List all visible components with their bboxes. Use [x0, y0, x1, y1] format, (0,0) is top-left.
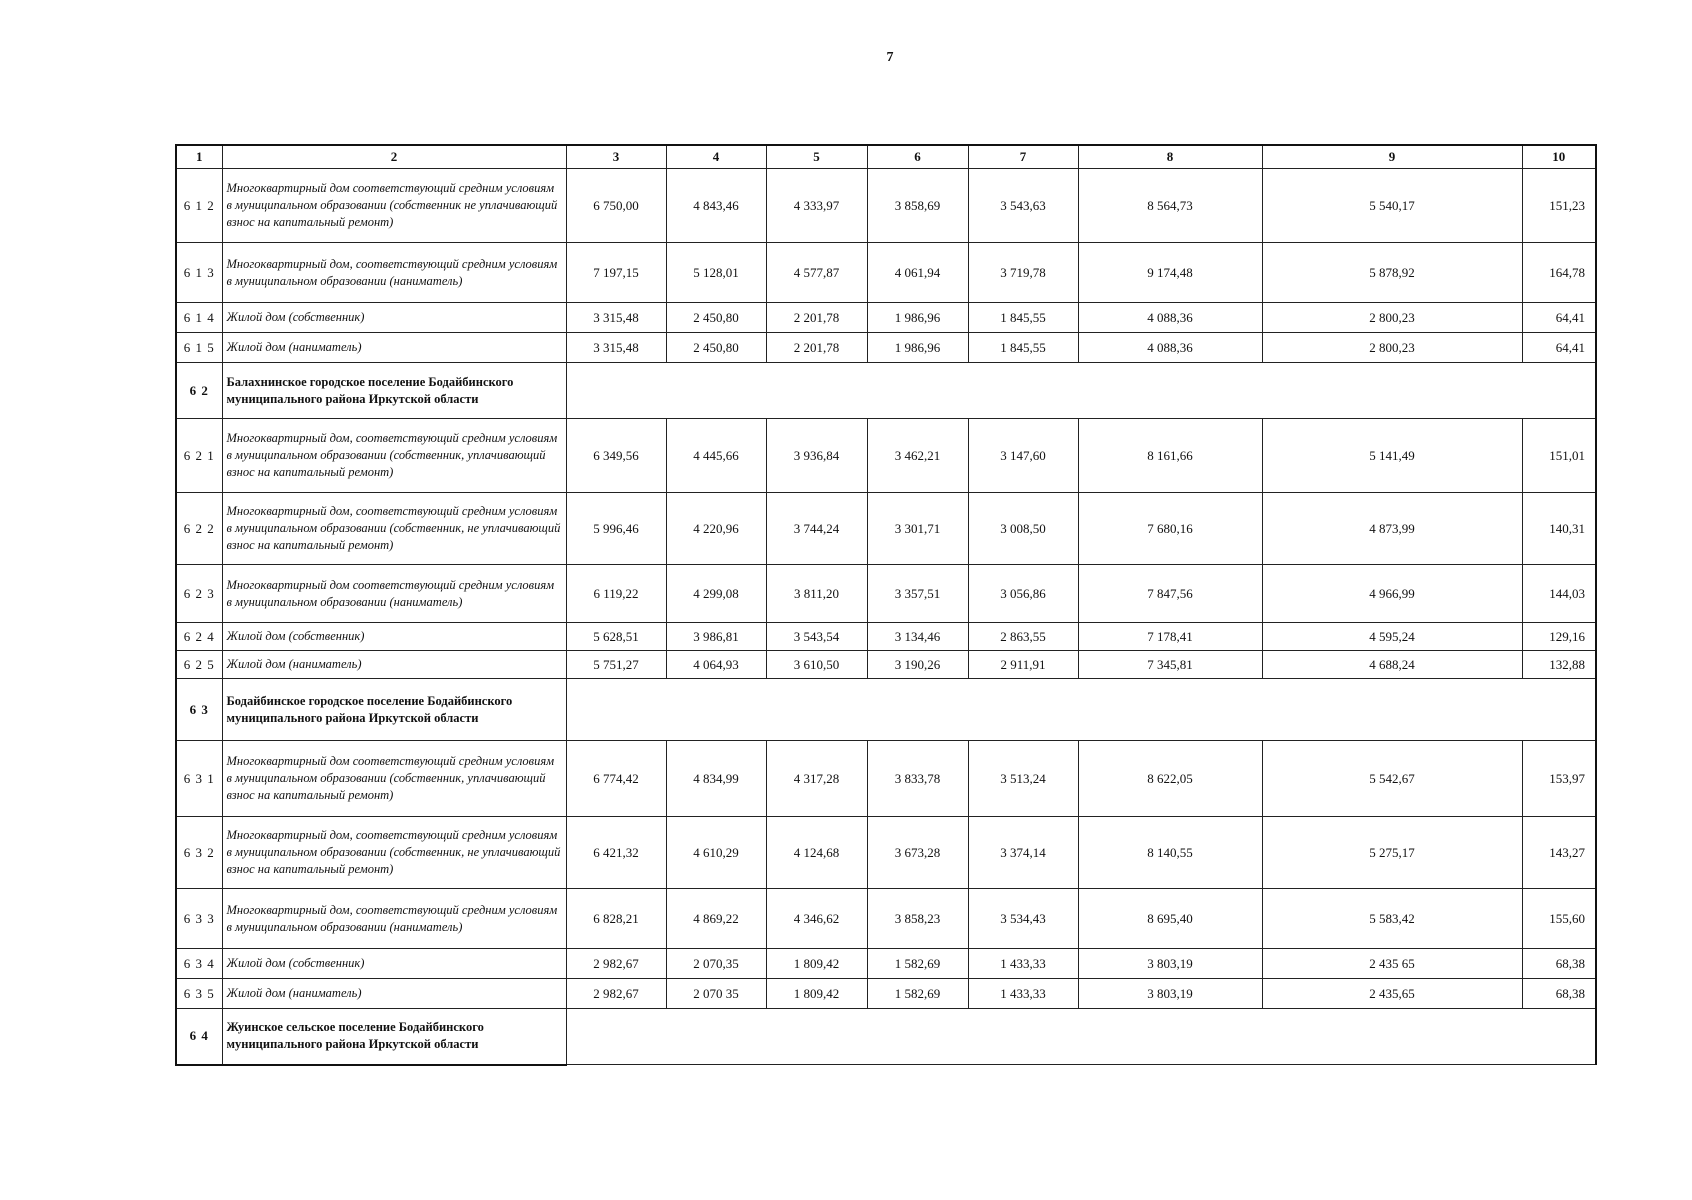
table-row [176, 243, 1596, 303]
row-code: 6 2 [176, 363, 222, 419]
column-header: 3 [566, 145, 666, 169]
value-cell: 4 124,68 [766, 817, 867, 889]
row-description: Жилой дом (наниматель) [222, 979, 566, 1009]
value-cell: 4 317,28 [766, 741, 867, 817]
value-cell: 6 119,22 [566, 565, 666, 623]
value-cell: 4 061,94 [867, 243, 968, 303]
value-cell: 144,03 [1522, 565, 1596, 623]
table-body [176, 169, 1596, 1065]
value-cell: 2 982,67 [566, 949, 666, 979]
value-cell: 3 811,20 [766, 565, 867, 623]
value-cell: 6 421,32 [566, 817, 666, 889]
value-cell: 155,60 [1522, 889, 1596, 949]
value-cell: 4 610,29 [666, 817, 766, 889]
value-cell: 2 435,65 [1262, 979, 1522, 1009]
value-cell: 151,23 [1522, 169, 1596, 243]
value-cell: 1 986,96 [867, 333, 968, 363]
value-cell: 7 345,81 [1078, 651, 1262, 679]
value-cell: 64,41 [1522, 333, 1596, 363]
value-cell: 2 070,35 [666, 949, 766, 979]
value-cell: 4 688,24 [1262, 651, 1522, 679]
row-code: 6 3 1 [176, 741, 222, 817]
value-cell: 1 809,42 [766, 949, 867, 979]
row-description: Многоквартирный дом, соответствующий средним условиям в муниципальном образовании (собственник, не уплачивающий взнос на капитальный ремонт) [222, 493, 566, 565]
table-row [176, 303, 1596, 333]
table-row [176, 333, 1596, 363]
value-cell: 3 858,23 [867, 889, 968, 949]
row-code: 6 3 5 [176, 979, 222, 1009]
section-title: Жуинское сельское поселение Бодайбинского муниципального района Иркутской области [222, 1009, 566, 1065]
value-cell: 68,38 [1522, 949, 1596, 979]
value-cell: 3 056,86 [968, 565, 1078, 623]
value-cell: 129,16 [1522, 623, 1596, 651]
value-cell: 6 828,21 [566, 889, 666, 949]
value-cell: 8 695,40 [1078, 889, 1262, 949]
value-cell: 4 966,99 [1262, 565, 1522, 623]
value-cell: 6 750,00 [566, 169, 666, 243]
value-cell: 3 008,50 [968, 493, 1078, 565]
value-cell: 3 374,14 [968, 817, 1078, 889]
value-cell: 5 628,51 [566, 623, 666, 651]
table-row [176, 817, 1596, 889]
value-cell: 3 301,71 [867, 493, 968, 565]
value-cell: 3 803,19 [1078, 949, 1262, 979]
value-cell: 1 433,33 [968, 979, 1078, 1009]
row-code: 6 3 2 [176, 817, 222, 889]
row-description: Многоквартирный дом соответствующий средним условиям в муниципальном образовании (наниматель) [222, 565, 566, 623]
value-cell: 4 843,46 [666, 169, 766, 243]
row-description: Многоквартирный дом, соответствующий средним условиям в муниципальном образовании (собственник, не уплачивающий взнос на капитальный ремонт) [222, 817, 566, 889]
value-cell: 3 833,78 [867, 741, 968, 817]
value-cell: 5 996,46 [566, 493, 666, 565]
value-cell: 3 858,69 [867, 169, 968, 243]
value-cell: 5 583,42 [1262, 889, 1522, 949]
value-cell: 4 088,36 [1078, 303, 1262, 333]
value-cell: 2 982,67 [566, 979, 666, 1009]
value-cell: 4 064,93 [666, 651, 766, 679]
value-cell: 8 161,66 [1078, 419, 1262, 493]
column-header: 8 [1078, 145, 1262, 169]
value-cell: 4 834,99 [666, 741, 766, 817]
value-cell: 3 462,21 [867, 419, 968, 493]
section-row [176, 363, 1596, 419]
row-code: 6 1 2 [176, 169, 222, 243]
value-cell: 1 986,96 [867, 303, 968, 333]
table-row [176, 419, 1596, 493]
value-cell: 2 450,80 [666, 333, 766, 363]
value-cell: 64,41 [1522, 303, 1596, 333]
value-cell: 3 147,60 [968, 419, 1078, 493]
value-cell: 3 513,24 [968, 741, 1078, 817]
value-cell: 2 800,23 [1262, 303, 1522, 333]
value-cell: 3 744,24 [766, 493, 867, 565]
section-filler [566, 363, 1596, 419]
tariff-table [175, 144, 1597, 1066]
row-description: Многоквартирный дом, соответствующий средним условиям в муниципальном образовании (наниматель) [222, 243, 566, 303]
value-cell: 3 134,46 [867, 623, 968, 651]
value-cell: 2 070 35 [666, 979, 766, 1009]
row-code: 6 3 4 [176, 949, 222, 979]
value-cell: 5 878,92 [1262, 243, 1522, 303]
value-cell: 7 847,56 [1078, 565, 1262, 623]
table-row [176, 169, 1596, 243]
row-description: Многоквартирный дом соответствующий средним условиям в муниципальном образовании (собственник не уплачивающий взнос на капитальный ремонт) [222, 169, 566, 243]
value-cell: 7 178,41 [1078, 623, 1262, 651]
value-cell: 5 542,67 [1262, 741, 1522, 817]
row-description: Жилой дом (наниматель) [222, 333, 566, 363]
value-cell: 3 610,50 [766, 651, 867, 679]
value-cell: 153,97 [1522, 741, 1596, 817]
value-cell: 3 543,63 [968, 169, 1078, 243]
value-cell: 3 315,48 [566, 333, 666, 363]
value-cell: 3 936,84 [766, 419, 867, 493]
value-cell: 1 845,55 [968, 303, 1078, 333]
table-row [176, 741, 1596, 817]
section-row [176, 1009, 1596, 1065]
value-cell: 1 582,69 [867, 949, 968, 979]
row-description: Жилой дом (собственник) [222, 949, 566, 979]
value-cell: 2 863,55 [968, 623, 1078, 651]
value-cell: 5 540,17 [1262, 169, 1522, 243]
row-code: 6 3 [176, 679, 222, 741]
row-description: Многоквартирный дом соответствующий средним условиям в муниципальном образовании (собственник, уплачивающий взнос на капитальный ремонт) [222, 741, 566, 817]
value-cell: 3 543,54 [766, 623, 867, 651]
value-cell: 3 803,19 [1078, 979, 1262, 1009]
row-code: 6 2 2 [176, 493, 222, 565]
section-title: Бодайбинское городское поселение Бодайбинского муниципального района Иркутской области [222, 679, 566, 741]
value-cell: 4 869,22 [666, 889, 766, 949]
value-cell: 4 333,97 [766, 169, 867, 243]
value-cell: 143,27 [1522, 817, 1596, 889]
row-code: 6 2 1 [176, 419, 222, 493]
row-description: Многоквартирный дом, соответствующий средним условиям в муниципальном образовании (наниматель) [222, 889, 566, 949]
table-row [176, 651, 1596, 679]
value-cell: 164,78 [1522, 243, 1596, 303]
value-cell: 2 201,78 [766, 333, 867, 363]
value-cell: 8 622,05 [1078, 741, 1262, 817]
value-cell: 1 433,33 [968, 949, 1078, 979]
table-row [176, 565, 1596, 623]
page-number: 7 [886, 50, 894, 65]
row-description: Жилой дом (собственник) [222, 623, 566, 651]
table-row [176, 623, 1596, 651]
value-cell: 4 088,36 [1078, 333, 1262, 363]
value-cell: 8 140,55 [1078, 817, 1262, 889]
row-description: Жилой дом (собственник) [222, 303, 566, 333]
value-cell: 3 190,26 [867, 651, 968, 679]
value-cell: 3 719,78 [968, 243, 1078, 303]
value-cell: 5 141,49 [1262, 419, 1522, 493]
value-cell: 2 911,91 [968, 651, 1078, 679]
column-header: 5 [766, 145, 867, 169]
table-row [176, 979, 1596, 1009]
section-filler [566, 1009, 1596, 1065]
row-code: 6 1 5 [176, 333, 222, 363]
row-code: 6 2 4 [176, 623, 222, 651]
value-cell: 151,01 [1522, 419, 1596, 493]
value-cell: 1 845,55 [968, 333, 1078, 363]
value-cell: 4 595,24 [1262, 623, 1522, 651]
row-description: Жилой дом (наниматель) [222, 651, 566, 679]
value-cell: 5 751,27 [566, 651, 666, 679]
value-cell: 2 450,80 [666, 303, 766, 333]
value-cell: 3 673,28 [867, 817, 968, 889]
value-cell: 4 577,87 [766, 243, 867, 303]
value-cell: 4 299,08 [666, 565, 766, 623]
row-code: 6 3 3 [176, 889, 222, 949]
value-cell: 6 774,42 [566, 741, 666, 817]
value-cell: 4 873,99 [1262, 493, 1522, 565]
value-cell: 140,31 [1522, 493, 1596, 565]
value-cell: 4 346,62 [766, 889, 867, 949]
row-description: Многоквартирный дом, соответствующий средним условиям в муниципальном образовании (собственник, уплачивающий взнос на капитальный ремонт) [222, 419, 566, 493]
value-cell: 9 174,48 [1078, 243, 1262, 303]
value-cell: 3 534,43 [968, 889, 1078, 949]
row-code: 6 2 3 [176, 565, 222, 623]
value-cell: 5 275,17 [1262, 817, 1522, 889]
value-cell: 3 357,51 [867, 565, 968, 623]
column-header: 4 [666, 145, 766, 169]
value-cell: 6 349,56 [566, 419, 666, 493]
value-cell: 4 445,66 [666, 419, 766, 493]
column-header: 6 [867, 145, 968, 169]
value-cell: 7 197,15 [566, 243, 666, 303]
row-code: 6 1 4 [176, 303, 222, 333]
value-cell: 7 680,16 [1078, 493, 1262, 565]
value-cell: 3 315,48 [566, 303, 666, 333]
header-row [176, 145, 1596, 169]
table-row [176, 949, 1596, 979]
value-cell: 68,38 [1522, 979, 1596, 1009]
row-code: 6 2 5 [176, 651, 222, 679]
value-cell: 2 435 65 [1262, 949, 1522, 979]
section-row [176, 679, 1596, 741]
value-cell: 1 809,42 [766, 979, 867, 1009]
section-filler [566, 679, 1596, 741]
row-code: 6 1 3 [176, 243, 222, 303]
column-header: 10 [1522, 145, 1596, 169]
row-code: 6 4 [176, 1009, 222, 1065]
value-cell: 1 582,69 [867, 979, 968, 1009]
value-cell: 2 201,78 [766, 303, 867, 333]
table-row [176, 493, 1596, 565]
column-header: 1 [176, 145, 222, 169]
value-cell: 2 800,23 [1262, 333, 1522, 363]
value-cell: 132,88 [1522, 651, 1596, 679]
column-header: 9 [1262, 145, 1522, 169]
value-cell: 5 128,01 [666, 243, 766, 303]
table-row [176, 889, 1596, 949]
column-header: 7 [968, 145, 1078, 169]
column-header: 2 [222, 145, 566, 169]
value-cell: 8 564,73 [1078, 169, 1262, 243]
section-title: Балахнинское городское поселение Бодайбинского муниципального района Иркутской области [222, 363, 566, 419]
value-cell: 4 220,96 [666, 493, 766, 565]
value-cell: 3 986,81 [666, 623, 766, 651]
